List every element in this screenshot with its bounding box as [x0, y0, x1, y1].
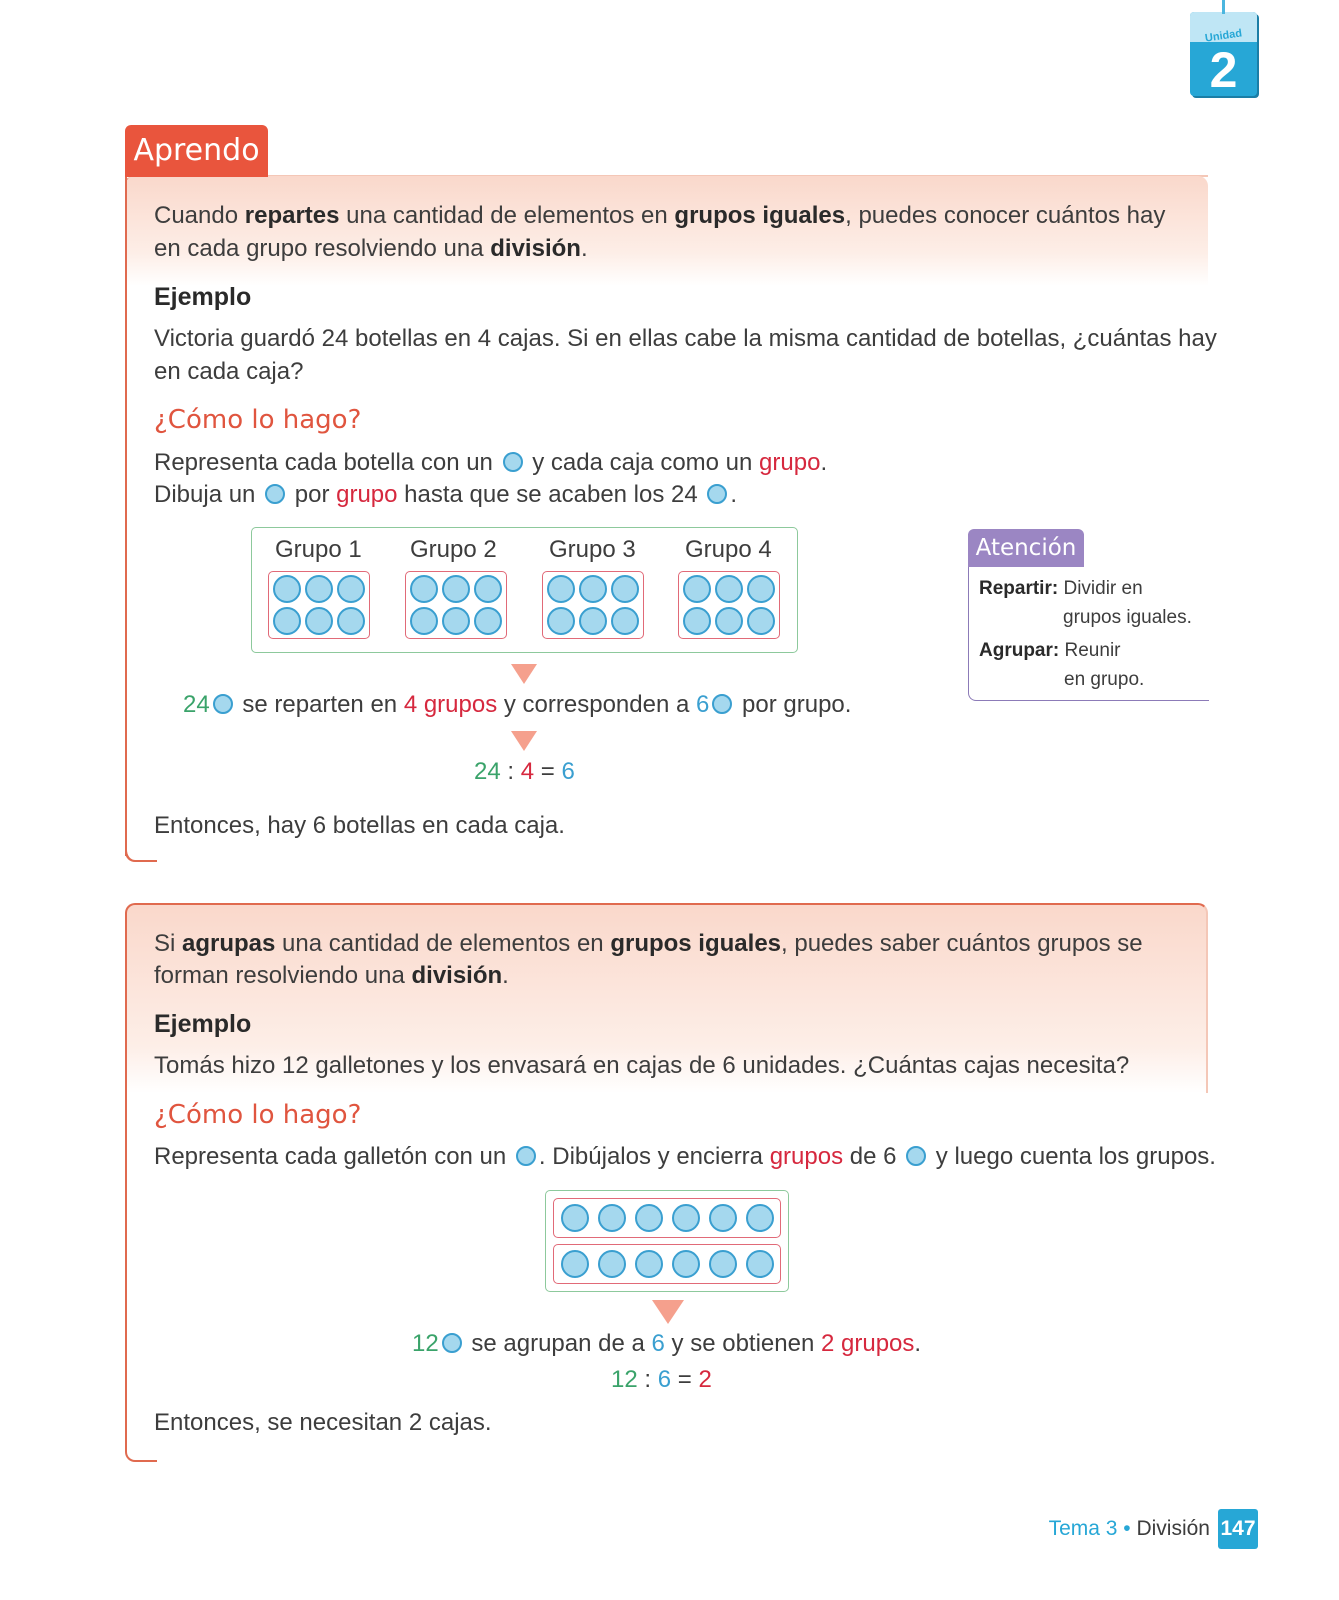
aprendo-title: Aprendo — [133, 133, 260, 168]
group-box-2 — [405, 571, 507, 639]
section1-intro-line2: en cada grupo resolviendo una división. — [154, 235, 588, 262]
section2-como-lo-hago: ¿Cómo lo hago? — [154, 1100, 362, 1130]
atencion-def-agrupar-2: en grupo. — [1064, 669, 1145, 690]
section1-result: 24 se reparten en 4 grupos y corresponden a 6 por grupo. — [183, 691, 852, 718]
section1-equation: 24 : 4 = 6 — [474, 758, 575, 785]
section2-result: 12 se agrupan de a 6 y se obtienen 2 grupos. — [412, 1330, 922, 1357]
group-label-1: Grupo 1 — [275, 536, 362, 563]
group-label-4: Grupo 4 — [685, 536, 772, 563]
down-arrow-icon — [511, 664, 537, 684]
grouping-box-1 — [553, 1198, 781, 1238]
group-label-3: Grupo 3 — [549, 536, 636, 563]
section1-como-lo-hago: ¿Cómo lo hago? — [154, 405, 362, 435]
section1-step2: Dibuja un por grupo hasta que se acaben los 24 . — [154, 481, 738, 508]
atencion-def-repartir-1: Dividir en — [1063, 578, 1143, 599]
circle-icon — [265, 484, 285, 504]
section2-conclusion: Entonces, se necesitan 2 cajas. — [154, 1409, 492, 1436]
section1-step1: Representa cada botella con un y cada caja como un grupo. — [154, 449, 828, 476]
page-number: 147 — [1218, 1509, 1258, 1549]
section2-intro-line2: forman resolviendo una división. — [154, 962, 509, 989]
atencion-def-agrupar-1: Reunir — [1064, 640, 1121, 661]
atencion-term-agrupar: Agrupar: — [979, 640, 1060, 661]
unit-tab — [1190, 12, 1257, 96]
group-box-1 — [268, 571, 370, 639]
section2-step1: Representa cada galletón con un . Dibújalos y encierra grupos de 6 y luego cuenta los grupos. — [154, 1143, 1216, 1170]
section2-intro-line1: Si agrupas una cantidad de elementos en grupos iguales, puedes saber cuántos grupos se — [154, 930, 1143, 957]
section1-conclusion: Entonces, hay 6 botellas en cada caja. — [154, 812, 565, 839]
circle-icon — [906, 1146, 926, 1166]
grouping-box-2 — [553, 1244, 781, 1284]
footer-topic: División — [1136, 1517, 1210, 1540]
circle-icon — [707, 484, 727, 504]
atencion-term-repartir: Repartir: — [979, 578, 1059, 599]
aprendo-tab — [125, 125, 268, 177]
atencion-def-repartir-2: grupos iguales. — [1063, 607, 1192, 628]
section1-problem-line2: en cada caja? — [154, 358, 304, 385]
section2-equation: 12 : 6 = 2 — [611, 1366, 712, 1393]
circle-icon — [213, 694, 233, 714]
down-arrow-icon — [652, 1300, 684, 1324]
section1-ejemplo: Ejemplo — [154, 283, 252, 311]
footer-tema: Tema 3 — [1048, 1517, 1118, 1540]
group-box-3 — [542, 571, 644, 639]
footer: Tema 3 • División — [1048, 1517, 1210, 1540]
circle-icon — [503, 452, 523, 472]
unit-number: 2 — [1209, 42, 1238, 98]
unit-label: Unidad — [1204, 27, 1243, 45]
atencion-title: Atención — [975, 535, 1077, 561]
group-label-2: Grupo 2 — [410, 536, 497, 563]
circle-icon — [442, 1333, 462, 1353]
section2-problem: Tomás hizo 12 galletones y los envasará en cajas de 6 unidades. ¿Cuántas cajas necesita? — [154, 1052, 1130, 1079]
section2-ejemplo: Ejemplo — [154, 1010, 252, 1038]
circle-icon — [712, 694, 732, 714]
circle-icon — [516, 1146, 536, 1166]
atencion-tab — [968, 529, 1084, 567]
down-arrow-icon — [511, 731, 537, 751]
section1-intro-line1: Cuando repartes una cantidad de elementos en grupos iguales, puedes conocer cuántos hay — [154, 202, 1166, 229]
group-box-4 — [678, 571, 780, 639]
section1-problem-line1: Victoria guardó 24 botellas en 4 cajas. Si en ellas cabe la misma cantidad de botellas, ¿cuántas hay — [154, 325, 1217, 352]
